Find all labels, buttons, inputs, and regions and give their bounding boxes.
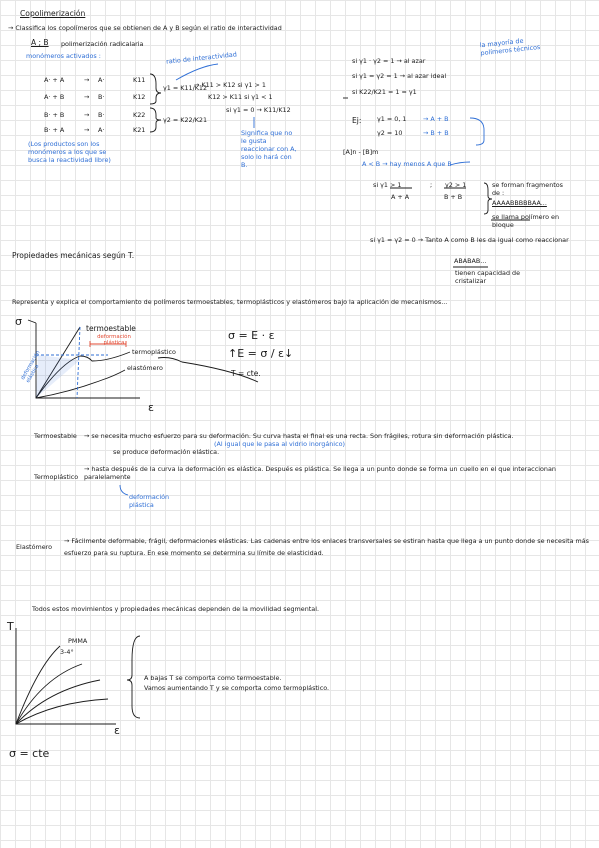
example-result-2: → B + B	[423, 129, 449, 137]
reaction-left: B· + A	[44, 126, 65, 134]
alternating-condition: si γ1 = γ2 = 0 → Tanto A como B les da igual como reaccionar	[370, 236, 569, 244]
formula-temperature: T = cte.	[231, 369, 261, 378]
section-title-copolymer: Copolimerización	[20, 9, 86, 18]
condition-1: → K11 > K12 si γ1 > 1	[194, 81, 266, 89]
termoplastico-label: Termoplástico	[34, 473, 79, 481]
gamma1-formula: γ1 = K11/K12	[163, 84, 208, 92]
ab-label: A ; B	[31, 38, 49, 47]
products-note: (Los productos son los monómeros a los que se busca la reactividad libre)	[28, 140, 111, 164]
rate-constant: K21	[133, 126, 146, 134]
example-label: Ej:	[352, 116, 362, 125]
block-cond-1: si γ1 > 1	[373, 181, 402, 189]
pmma-text-2: Vamos aumentando T y se comporta como termoplástico.	[144, 684, 330, 692]
pmma-text-1: A bajas T se comporta como termoestable.	[144, 674, 282, 682]
rate-constant: K22	[133, 111, 146, 119]
alternating-sequence: ABABAB...	[454, 257, 487, 265]
curve-label-termoplastico: termoplástico	[132, 348, 176, 356]
block-name: se llama polímero en bloque	[492, 213, 560, 229]
rate-constant: K12	[133, 93, 146, 101]
block-cond-1-sub: A + A	[391, 193, 410, 201]
reaction-arrow: →	[84, 93, 90, 101]
epsilon-axis-label-2: ε	[114, 724, 120, 737]
alternating-note: tienen capacidad de cristalizar	[455, 269, 521, 285]
reaction-arrow: →	[84, 111, 90, 119]
termoplastico-note: deformación plástica	[129, 493, 170, 509]
azar-line: si γ1 · γ2 = 1 → al azar	[352, 57, 426, 65]
ratio-equal-line: si K22/K21 = 1 = γ1	[352, 88, 417, 96]
formula-hooke: σ = E · ε	[228, 329, 275, 342]
reaction-left: A· + B	[44, 93, 65, 101]
elastomero-label: Elastómero	[16, 543, 53, 551]
block-cond-2: γ2 > 1	[445, 181, 467, 189]
block-result: se forman fragmentos de :	[492, 181, 563, 197]
semicolon: ;	[430, 181, 433, 189]
section-title-mechanical: Propiedades mecánicas según T.	[12, 251, 135, 260]
rate-constant: K11	[133, 76, 146, 84]
condition-2: K12 > K11 si γ1 < 1	[208, 93, 273, 101]
reaction-right: A·	[98, 76, 105, 84]
reaction-arrow: →	[84, 76, 90, 84]
example-result-1: → A + B	[423, 115, 449, 123]
termoestable-note: (Al igual que le pasa al vidrio inorgánico)	[214, 440, 345, 448]
curve-label-elastomero: elastómero	[127, 364, 163, 372]
condition-3: si γ1 = 0 → K11/K12	[226, 106, 291, 114]
gamma-zero-note: Significa que no le gusta reaccionar con A, solo lo hará con B.	[241, 129, 297, 169]
intro-text: → Classifica los copolímeros que se obtienen de A y B según el ratio de interactividad	[8, 24, 282, 32]
reaction-arrow: →	[84, 126, 90, 134]
termoestable-text-2: se produce deformación elástica.	[113, 448, 220, 456]
ratio-sub: A < B → hay menos A que B	[362, 160, 452, 168]
reaction-left: A· + A	[44, 76, 65, 84]
reaction-right: A·	[98, 126, 105, 134]
termoplastico-text: → hasta después de la curva la deformación es elástica. Después es plástica. Se llega a un punto donde se forma un cuello en el que interaccionan paralelamente	[84, 465, 556, 481]
mechanical-question: Representa y explica el comportamiento de polímeros termoestables, termoplásticos y elastómeros bajo la aplicación de mecanismos...	[12, 298, 448, 306]
curve-label-termoestable: termoestable	[86, 324, 136, 333]
temperature-axis-label: T	[7, 620, 14, 633]
azar-ideal-line: si γ1 = γ2 = 1 → al azar ideal	[352, 72, 447, 80]
sigma-axis-label: σ	[15, 315, 22, 328]
termoestable-label: Termoestable	[34, 432, 77, 440]
mobility-text: Todos estos movimientos y propiedades mecánicas dependen de la movilidad segmental.	[32, 605, 319, 613]
pmma-label: PMMA	[68, 637, 88, 645]
gamma2-formula: γ2 = K22/K21	[163, 116, 208, 124]
elastomero-text: → Fácilmente deformable, frágil, deformaciones elásticas. Las cadenas entre los enlaces transversales se estiran hasta que llega a un punto donde se necesita más esfuerzo para su ruptura. En ese momento se determina su límite de elasticidad.	[64, 537, 589, 557]
termoestable-text: → se necesita mucho esfuerzo para su deformación. Su curva hasta el final es una recta. Son frágiles, rotura sin deformación plástica.	[84, 432, 514, 440]
epsilon-axis-label: ε	[148, 401, 154, 414]
ratio-line: [A]n - [B]m	[343, 148, 379, 156]
plastic-deformation-label: deformación plástica	[97, 334, 131, 346]
reaction-right: B·	[98, 93, 105, 101]
example-gamma2: γ2 = 10	[377, 129, 403, 137]
ab-text: polimerización radicalaria	[61, 40, 144, 48]
example-gamma1: γ1 = 0, 1	[377, 115, 407, 123]
formula-modulus: ↑E = σ / ε↓	[228, 347, 294, 360]
reaction-left: B· + B	[44, 111, 65, 119]
ratio-note: ratio de interactividad	[165, 50, 238, 66]
monomer-note: monómeros activados :	[26, 52, 101, 60]
reaction-right: B·	[98, 111, 105, 119]
block-sequence: AAAABBBBBAA...	[492, 199, 547, 207]
elastic-deformation-label: deformación elástica	[20, 349, 42, 384]
technical-polymers-note: la mayoría de polímeros técnicos	[479, 36, 541, 58]
sigma-constant: σ = cte	[9, 747, 50, 760]
temperature-label: 3-4°	[60, 648, 74, 656]
block-cond-2-sub: B + B	[444, 193, 463, 201]
